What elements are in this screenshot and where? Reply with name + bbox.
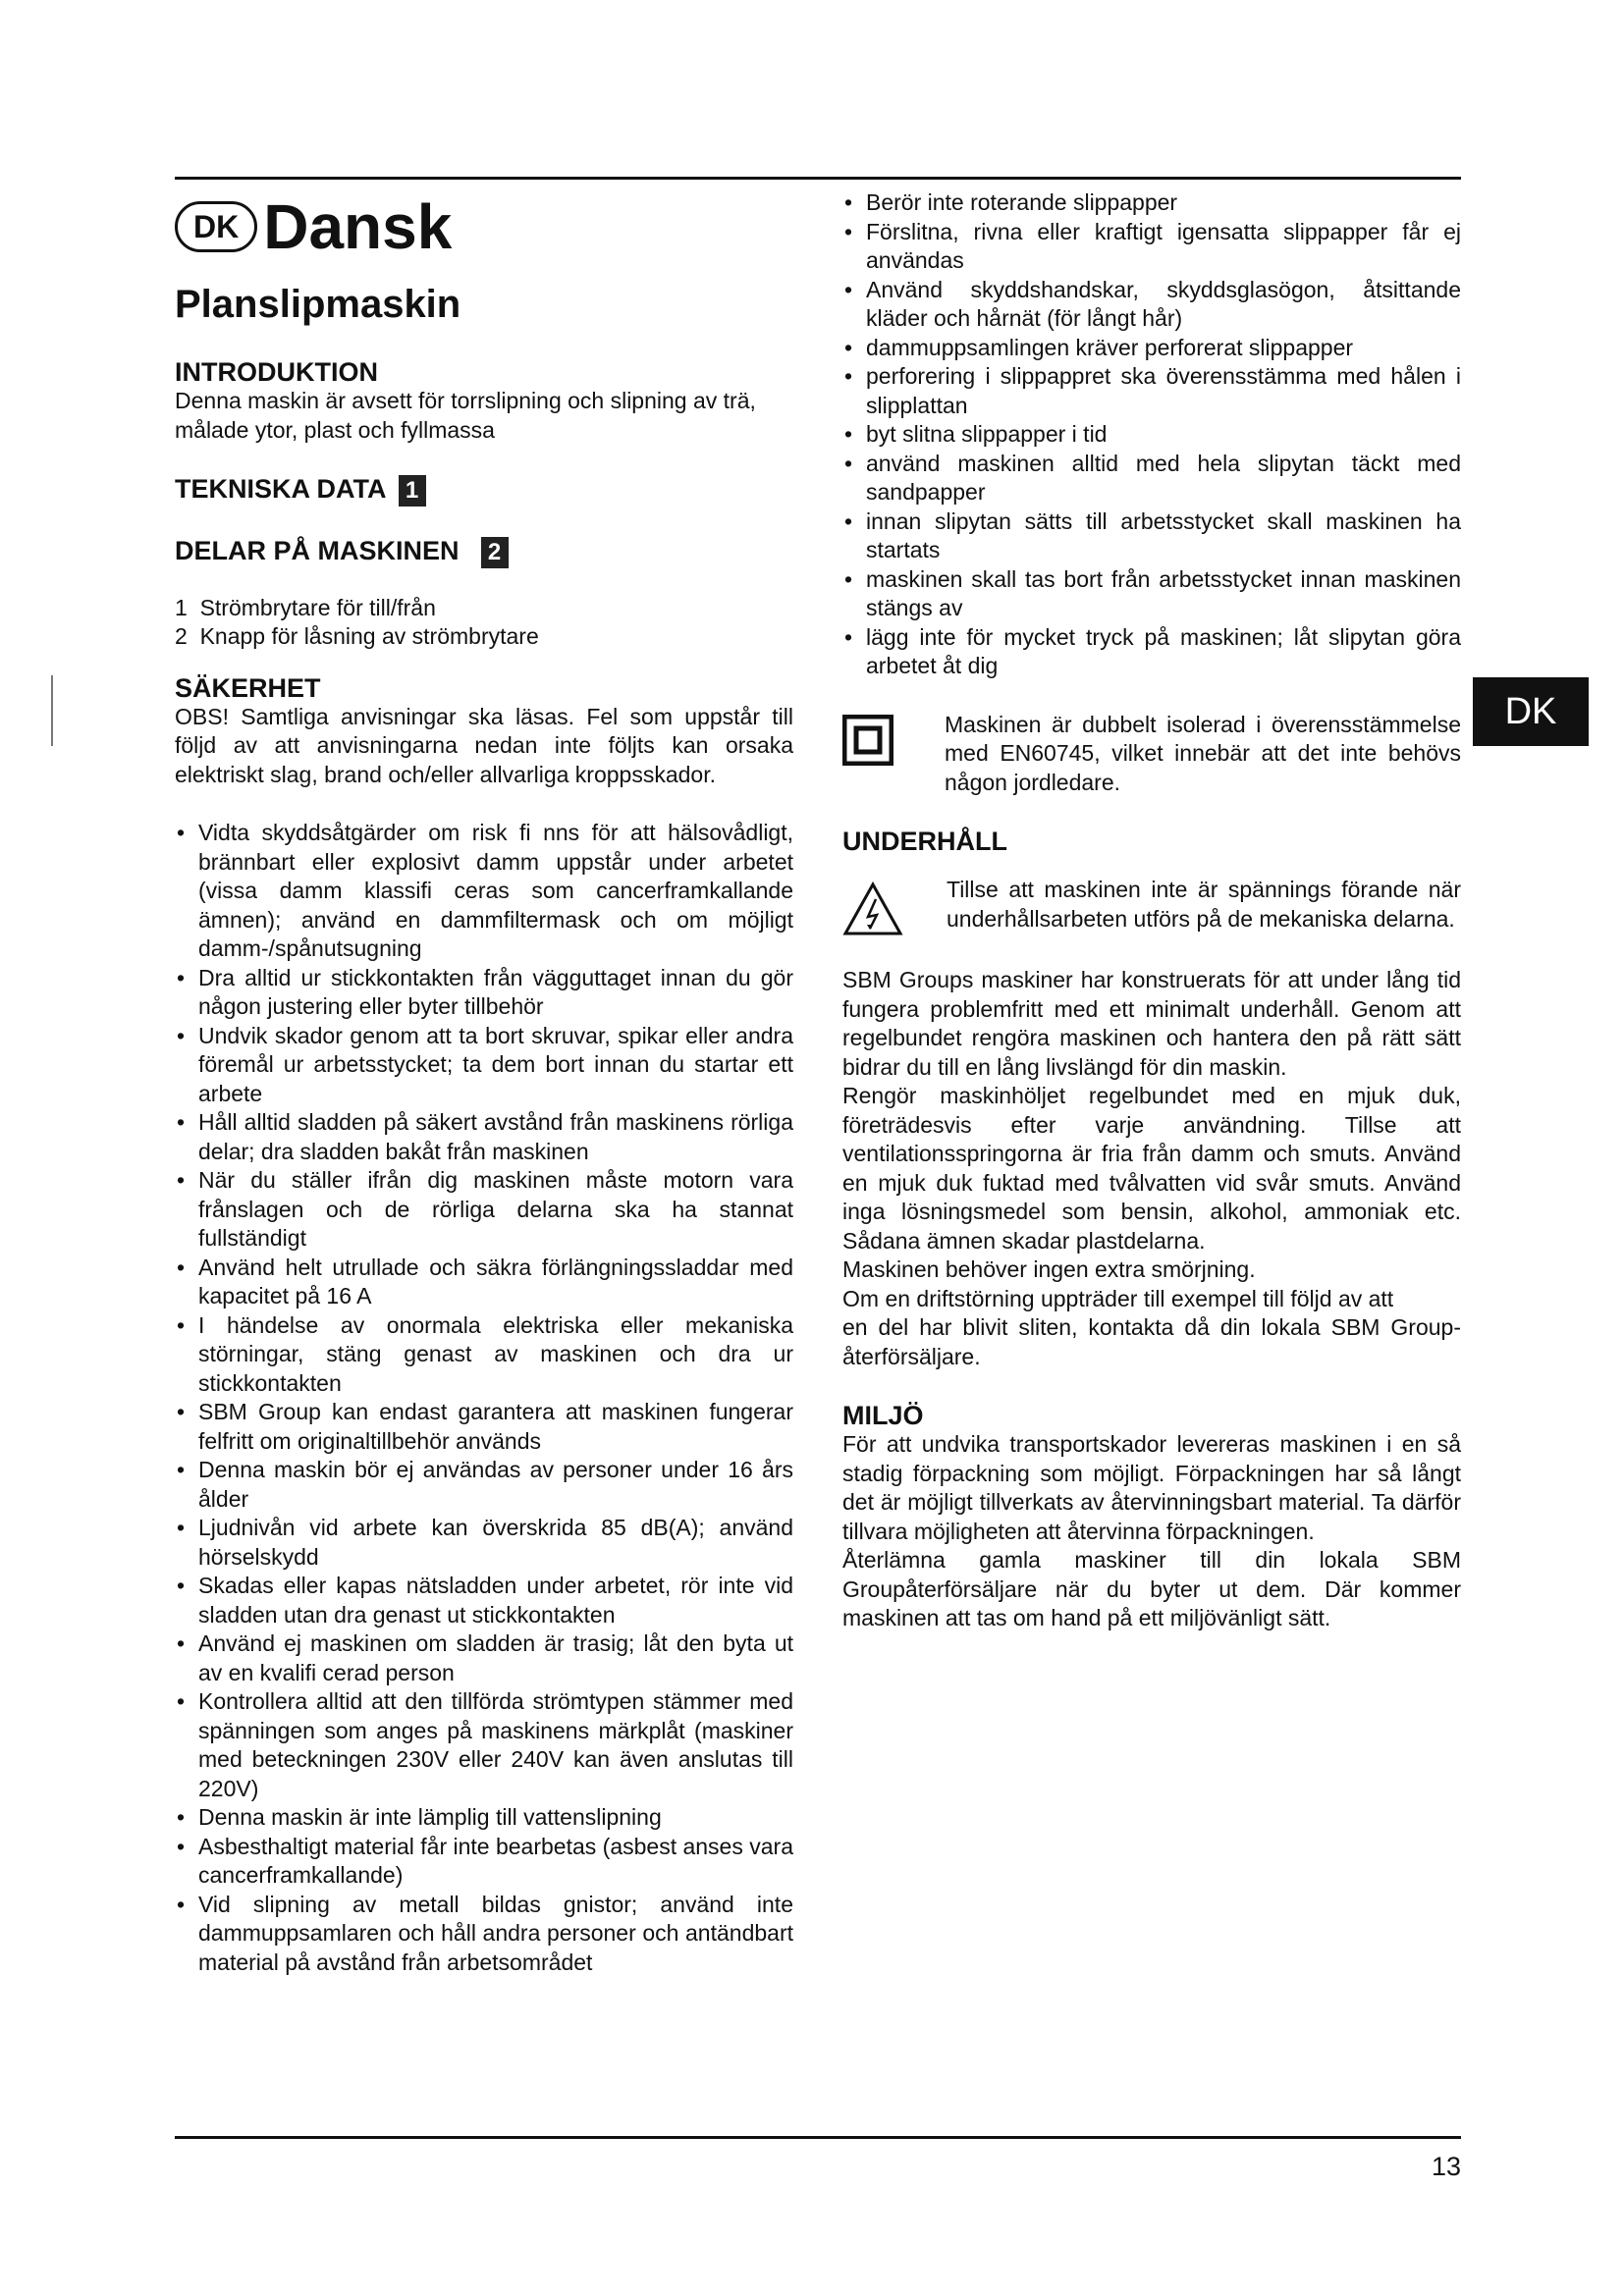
list-item: • När du ställer ifrån dig maskinen måste motorn vara frånslagen och de rörliga delarna ska ha stannat fullständigt: [175, 1166, 793, 1254]
paragraph: Maskinen behöver ingen extra smörjning.: [842, 1256, 1256, 1282]
double-insulation-block: [842, 711, 1461, 798]
tech-heading-label: TEKNISKA DATA: [175, 474, 387, 504]
list-item: • Använd skyddshandskar, skyddsglasögon, åtsittande kläder och hårnät (för långt hår): [842, 276, 1461, 334]
paragraph: Rengör maskinhöljet regelbundet med en mjuk duk, företrädesvis efter varje användning. Tillse att ventilationsspringorna är fria från damm och smuts. Använd en mjuk duk fuktad med tvålvatten vid svår smuts. Använd inga lösningsmedel som bensin, alkohol, ammoniak etc. Sådana ämnen skadar plastdelarna.: [842, 1083, 1461, 1254]
parts-heading: [175, 536, 793, 568]
list-item: • dammuppsamlingen kräver perforerat slippapper: [842, 334, 1461, 363]
warning-text: Tillse att maskinen inte är spännings förande när underhållsarbeten utförs på de mekaniska delarna.: [947, 877, 1461, 932]
paragraph: SBM Groups maskiner har konstruerats för att under lång tid fungera problemfritt med ett minimalt underhåll. Genom att regelbundet rengöra maskinen och hantera den på rätt sätt bidrar du till en lång livslängd för din maskin.: [842, 967, 1461, 1080]
electric-warning-icon: [842, 881, 903, 936]
list-item: • maskinen skall tas bort från arbetsstycket innan maskinen stängs av: [842, 565, 1461, 623]
double-insulation-icon: [842, 715, 893, 766]
list-item: • Använd ej maskinen om sladden är trasig; låt den byta ut av en kvalifi cerad person: [175, 1629, 793, 1687]
list-item: • Använd helt utrullade och säkra förlängningssladdar med kapacitet på 16 A: [175, 1254, 793, 1311]
list-item: • perforering i slippappret ska överensstämma med hålen i slipplattan: [842, 362, 1461, 420]
maintenance-text: [842, 966, 1461, 1371]
figure-1-badge: 1: [399, 475, 426, 507]
list-item: • innan slipytan sätts till arbetsstycket skall maskinen ha startats: [842, 507, 1461, 565]
parts-item: 2 Knapp för låsning av strömbrytare: [175, 623, 539, 650]
list-item: • Förslitna, rivna eller kraftigt igensatta slippapper får ej användas: [842, 218, 1461, 276]
paragraph: Om en driftstörning uppträder till exempel till följd av att: [842, 1285, 1394, 1311]
tech-heading: [175, 474, 793, 507]
bottom-rule: [175, 2136, 1461, 2139]
list-item: • SBM Group kan endast garantera att maskinen fungerar felfritt om originaltillbehör används: [175, 1398, 793, 1456]
list-item: • Denna maskin är inte lämplig till vattenslipning: [175, 1803, 793, 1833]
list-item: • Skadas eller kapas nätsladden under arbetet, rör inte vid sladden utan dra genast ut stickkontakten: [175, 1572, 793, 1629]
list-item: • Denna maskin bör ej användas av personer under 16 års ålder: [175, 1456, 793, 1514]
list-item: • I händelse av onormala elektriska eller mekaniska störningar, stäng genast av maskinen och dra ur stickkontakten: [175, 1311, 793, 1399]
list-item: • byt slitna slippapper i tid: [842, 420, 1461, 450]
list-item: • Berör inte roterande slippapper: [842, 188, 1461, 218]
safety-list: [175, 819, 793, 1977]
list-item: • Vid slipning av metall bildas gnistor; använd inte dammuppsamlaren och håll andra personer och antändbart material på avstånd från arbetsområdet: [175, 1891, 793, 1978]
safety-heading: SÄKERHET: [175, 672, 321, 703]
list-item: • Kontrollera alltid att den tillförda strömtypen stämmer med spänningen som anges på maskinens märkplåt (maskiner med beteckningen 230V eller 240V kan även anslutas till 220V): [175, 1687, 793, 1803]
product-title: Planslipmaskin: [175, 283, 461, 326]
parts-heading-label: DELAR PÅ MASKINEN: [175, 535, 460, 565]
margin-mark: [51, 675, 53, 746]
list-item: • Vidta skyddsåtgärder om risk fi nns för att hälsovådligt, brännbart eller explosivt damm uppstår under arbetet (vissa damm klassifi ceras som cancerframkallande ämnen); använd en dammfiltermask och om möjligt damm-/spånutsugning: [175, 819, 793, 964]
environment-heading: MILJÖ: [842, 1401, 924, 1430]
paragraph: Återlämna gamla maskiner till din lokala SBM Groupåterförsäljare när du byter ut dem. Där kommer maskinen att tas om hand på ett miljövänligt sätt.: [842, 1547, 1461, 1630]
double-insulation-text: Maskinen är dubbelt isolerad i överensstämmelse med EN60745, vilket innebär att det inte behövs någon jordledare.: [945, 711, 1461, 795]
language-tab: DK: [1473, 677, 1589, 746]
safety-text: OBS! Samtliga anvisningar ska läsas. Fel som uppstår till följd av att anvisningarna nedan inte följts kan orsaka elektriskt slag, brand och/eller allvarliga kroppsskador.: [175, 703, 793, 787]
parts-item: 1 Strömbrytare för till/från: [175, 594, 436, 620]
warning-block: [842, 876, 1461, 936]
intro-text: Denna maskin är avsett för torrslipning och slipning av trä, målade ytor, plast och fyllmassa: [175, 388, 756, 443]
list-item: • Dra alltid ur stickkontakten från vägguttaget innan du gör någon justering eller byter tillbehör: [175, 964, 793, 1022]
list-item: • Asbesthaltigt material får inte bearbetas (asbest anses vara cancerframkallande): [175, 1833, 793, 1891]
list-item: • Ljudnivån vid arbete kan överskrida 85 dB(A); använd hörselskydd: [175, 1514, 793, 1572]
language-code-badge: DK: [175, 201, 257, 252]
figure-2-badge: 2: [481, 537, 509, 568]
intro-heading: INTRODUKTION: [175, 357, 378, 387]
list-item: • Håll alltid sladden på säkert avstånd från maskinens rörliga delar; dra sladden bakåt från maskinen: [175, 1108, 793, 1166]
language-heading: [175, 191, 793, 262]
parts-list: [175, 594, 793, 652]
top-rule: [175, 177, 1461, 180]
paragraph: en del har blivit sliten, kontakta då din lokala SBM Group- återförsäljare.: [842, 1314, 1461, 1369]
maintenance-heading: UNDERHÅLL: [842, 827, 1007, 856]
list-item: • använd maskinen alltid med hela slipytan täckt med sandpapper: [842, 450, 1461, 507]
list-item: • Undvik skador genom att ta bort skruvar, spikar eller andra föremål ur arbetsstycket; ta dem bort innan du startar ett arbete: [175, 1022, 793, 1109]
left-column: [175, 187, 793, 1977]
sanding-list: [842, 188, 1461, 681]
language-name: Dansk: [263, 191, 453, 262]
page-number: 13: [1431, 2152, 1461, 2181]
environment-text: [842, 1430, 1461, 1633]
paragraph: För att undvika transportskador levereras maskinen i en så stadig förpackning som möjligt. Förpackningen har så långt det är möjligt tillverkats av återvinningsbart material. Ta därför tillvara möjligheten att återvinna förpackningen.: [842, 1431, 1461, 1544]
list-item: • lägg inte för mycket tryck på maskinen; låt slipytan göra arbetet åt dig: [842, 623, 1461, 681]
right-column: [842, 188, 1461, 1633]
